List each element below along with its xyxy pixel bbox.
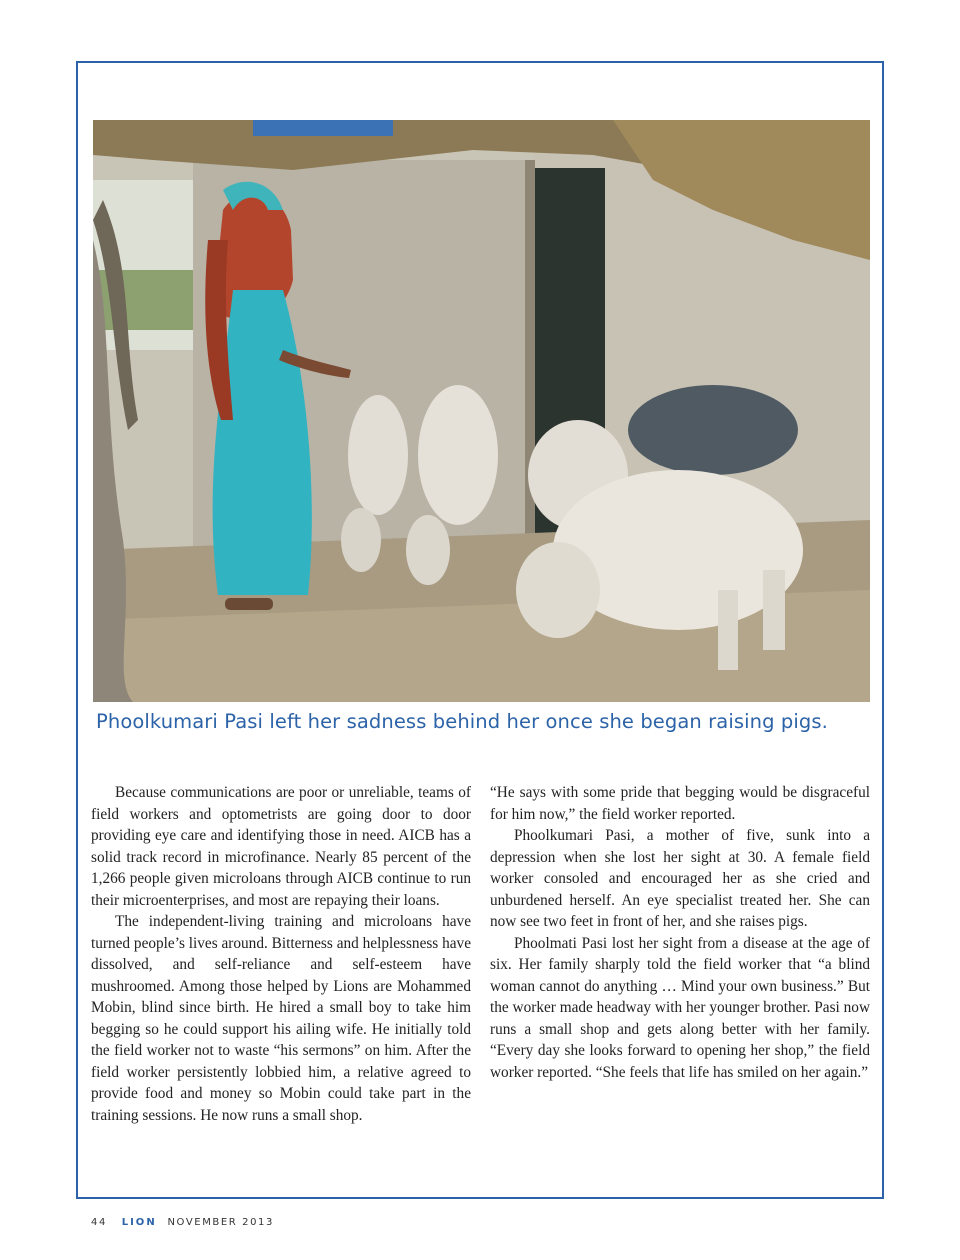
magazine-name: LION [121,1217,157,1228]
page-footer [91,1217,274,1228]
issue-date: NOVEMBER 2013 [167,1217,274,1228]
article-paragraph: Because communications are poor or unreliable, teams of field workers and optometrists are going door to door providing eye care and identifying those in need. AICB has a solid track record in microfinance. Nearly 85 percent of the 1,266 people given microloans through AICB continue to run their microenterprises, and most are repaying their loans. [91,784,471,909]
article-paragraph: Phoolkumari Pasi, a mother of five, sunk into a depression when she lost her sight at 30. A female field worker consoled and encouraged her as she cried and unburdened herself. An eye specialist treated her. She can now see two feet in front of her, and she raises pigs. [490,827,870,930]
photo-caption: Phoolkumari Pasi left her sadness behind her once she began raising pigs. [96,710,828,733]
article-column-right [490,782,870,1083]
article-photo [93,120,870,702]
article-paragraph: The independent-living training and microloans have turned people’s lives around. Bitterness and helplessness have dissolved, and self-reliance and self-esteem have mushroomed. Among those helped by Lions are Mohammed Mobin, blind since birth. He hired a small boy to take him begging so he could support his ailing wife. He initially told the field worker not to waste “his sermons” on him. After the field worker persistently lobbied him, a relative agreed to provide food and money so Mobin could take part in the training sessions. He now runs a small shop. [91,913,471,1124]
article-paragraph: “He says with some pride that begging would be disgraceful for him now,” the field worker reported. [490,784,870,823]
article-paragraph: Phoolmati Pasi lost her sight from a disease at the age of six. Her family sharply told the field worker that “a blind woman cannot do anything … Mind your own business.” But the worker made headway with her younger brother. Pasi now runs a small shop and gets along better with her family. “Every day she looks forward to opening her shop,” the field worker reported. “She feels that life has smiled on her again.” [490,934,870,1081]
article-column-left [91,782,471,1126]
page-number: 44 [91,1217,107,1228]
